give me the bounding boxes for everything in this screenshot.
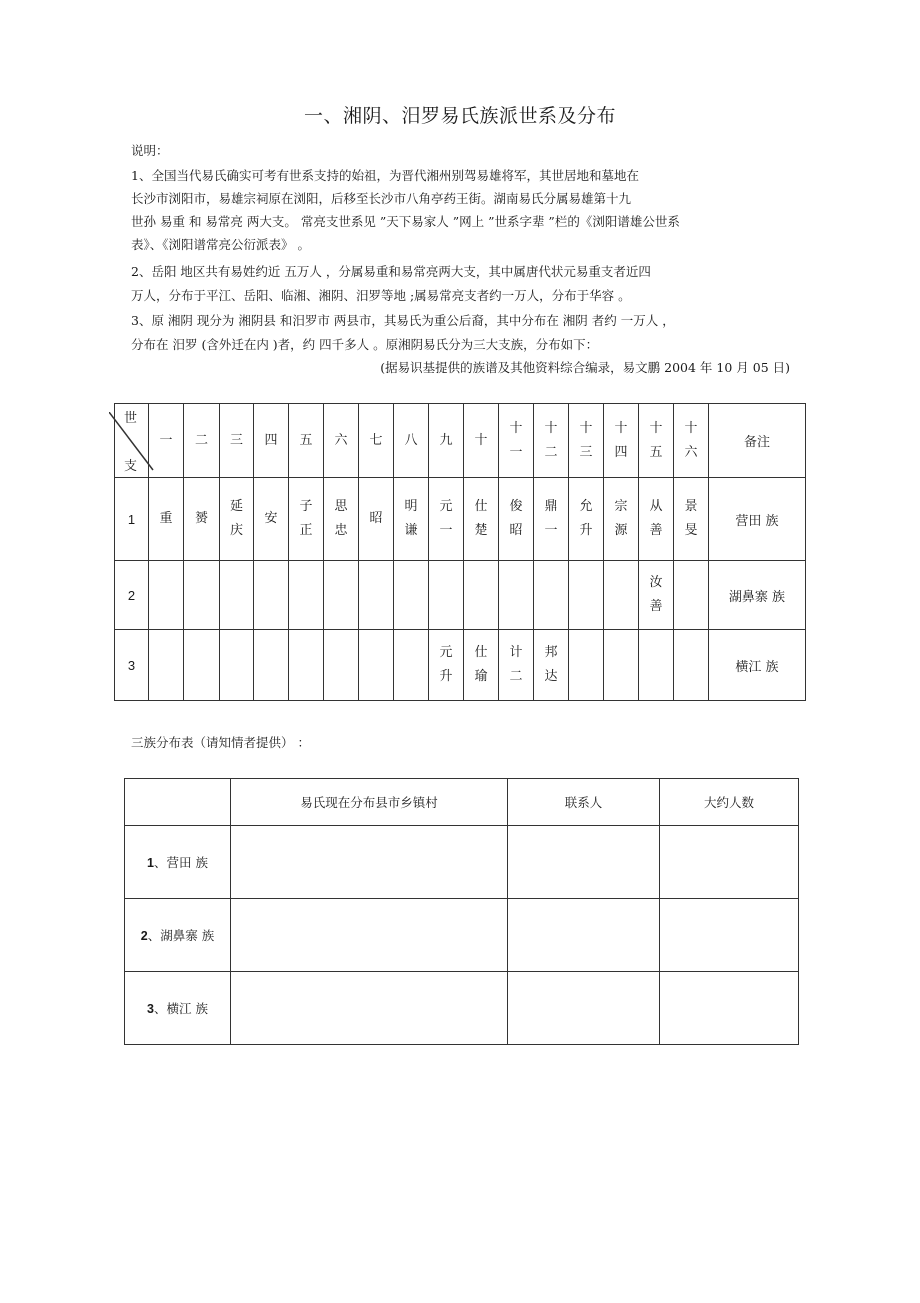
corner-cell xyxy=(115,404,149,478)
header-cell: 易氏现在分布县市乡镇村 xyxy=(231,779,508,826)
ancestor-name-cell xyxy=(569,561,604,630)
ancestor-name-cell xyxy=(220,561,254,630)
intro-label: 说明： xyxy=(131,143,169,158)
ancestor-name-cell xyxy=(639,561,674,630)
ancestor-name-cell xyxy=(534,630,569,701)
location-cell[interactable] xyxy=(231,826,508,899)
ancestor-name: 汝善 xyxy=(649,575,663,614)
generation-label: 四 xyxy=(264,432,278,448)
distribution-heading: 三族分布表（请知情者提供） ： xyxy=(131,735,310,750)
ancestor-name-cell xyxy=(184,478,220,561)
paragraph-line: 表》、《浏阳谱常亮公衍派表》 。 xyxy=(131,237,310,252)
ancestor-name-cell xyxy=(324,478,359,561)
table-row xyxy=(115,478,806,561)
ancestor-name: 从善 xyxy=(649,499,663,538)
ancestor-name-cell xyxy=(639,478,674,561)
clan-name: 、横江 族 xyxy=(153,1001,208,1016)
ancestor-name-cell xyxy=(324,630,359,701)
remark-cell: 横江 族 xyxy=(709,630,806,701)
ancestor-name-cell xyxy=(359,478,394,561)
generation-label: 一 xyxy=(159,432,173,448)
ancestor-name-cell xyxy=(324,561,359,630)
generation-label: 八 xyxy=(404,432,418,448)
header-cell xyxy=(125,779,231,826)
ancestor-name-cell xyxy=(499,630,534,701)
generation-header-cell xyxy=(499,404,534,478)
ancestor-name-cell xyxy=(184,630,220,701)
clan-number: 1 xyxy=(147,856,154,870)
generation-label: 五 xyxy=(299,432,313,448)
ancestor-name-cell xyxy=(604,630,639,701)
ancestor-name: 鼎一 xyxy=(544,499,558,538)
generation-header-cell xyxy=(359,404,394,478)
generation-label: 九 xyxy=(439,432,453,448)
ancestor-name: 景旻 xyxy=(684,499,698,538)
ancestor-name: 俊昭 xyxy=(509,499,523,538)
generation-label: 十五 xyxy=(649,420,663,460)
ancestor-name: 重 xyxy=(159,511,173,526)
ancestor-name: 仕瑜 xyxy=(474,645,488,684)
population-cell[interactable] xyxy=(660,972,799,1045)
ancestor-name-cell xyxy=(569,630,604,701)
paragraph-line: 1、全国当代易氏确实可考有世系支持的始祖，为晋代湘州别驾易雄将军，其世居地和墓地在 xyxy=(131,168,639,183)
ancestor-name-cell xyxy=(289,561,324,630)
ancestor-name-cell xyxy=(394,630,429,701)
clan-label-cell xyxy=(125,826,231,899)
generation-header-row xyxy=(115,404,806,478)
generation-header-cell xyxy=(220,404,254,478)
contact-cell[interactable] xyxy=(508,899,660,972)
ancestor-name: 子正 xyxy=(299,499,313,538)
ancestor-name-cell xyxy=(464,630,499,701)
clan-label-cell xyxy=(125,972,231,1045)
paragraph-line: 世孙 易重 和 易常亮 两大支。 常亮支世系见 ”天下易家人 ”网上 ”世系字辈 ”栏的《浏阳谱雄公世系 xyxy=(131,214,680,229)
generation-label: 七 xyxy=(369,432,383,448)
generation-header-cell xyxy=(464,404,499,478)
source-note: (据易识基提供的族谱及其他资料综合编录，易文鹏 2004 年 10 月 05 日) xyxy=(380,360,790,375)
ancestor-name-cell xyxy=(220,630,254,701)
ancestor-name-cell xyxy=(464,478,499,561)
generation-label: 十六 xyxy=(684,420,698,460)
contact-cell[interactable] xyxy=(508,826,660,899)
population-cell[interactable] xyxy=(660,826,799,899)
ancestor-name-cell xyxy=(604,561,639,630)
ancestor-name-cell xyxy=(394,561,429,630)
ancestor-name: 昭 xyxy=(369,511,383,526)
ancestor-name-cell xyxy=(534,561,569,630)
corner-generation-label: 世 xyxy=(124,411,138,426)
distribution-header-row xyxy=(125,779,799,826)
population-cell[interactable] xyxy=(660,899,799,972)
ancestor-name-cell xyxy=(149,561,184,630)
paragraph-line: 3、原 湘阴 现分为 湘阴县 和汨罗市 两县市，其易氏为重公后裔，其中分布在 湘阴 者约 一万人 ， xyxy=(131,313,675,328)
ancestor-name-cell xyxy=(149,630,184,701)
generation-label: 十一 xyxy=(509,420,523,460)
ancestor-name-cell xyxy=(674,630,709,701)
remark-header-cell: 备注 xyxy=(709,404,806,478)
ancestor-name-cell xyxy=(254,561,289,630)
paragraph-line: 分布在 汨罗 (含外迁在内 )者，约 四千多人 。原湘阴易氏分为三大支族，分布如下： xyxy=(131,337,599,352)
ancestor-name-cell xyxy=(394,478,429,561)
generation-header-cell xyxy=(534,404,569,478)
ancestor-name-cell xyxy=(254,630,289,701)
generation-label: 六 xyxy=(334,432,348,448)
corner-branch-label: 支 xyxy=(124,459,138,474)
generation-header-cell xyxy=(289,404,324,478)
clan-number: 2 xyxy=(140,929,148,943)
ancestor-name-cell xyxy=(254,478,289,561)
clan-number: 3 xyxy=(147,1002,154,1016)
table-row xyxy=(125,972,799,1045)
generation-label: 十二 xyxy=(544,420,558,460)
generation-header-cell xyxy=(639,404,674,478)
remark-cell: 湖鼻寨 族 xyxy=(709,561,806,630)
branch-number-cell: 2 xyxy=(115,561,149,630)
header-cell: 大约人数 xyxy=(660,779,799,826)
ancestor-name-cell xyxy=(674,561,709,630)
generation-header-cell xyxy=(604,404,639,478)
ancestor-name: 元升 xyxy=(439,645,453,684)
generation-table xyxy=(114,403,806,701)
ancestor-name: 赟 xyxy=(194,511,208,526)
ancestor-name-cell xyxy=(429,630,464,701)
ancestor-name-cell xyxy=(569,478,604,561)
branch-number-cell: 3 xyxy=(115,630,149,701)
ancestor-name-cell xyxy=(359,630,394,701)
clan-name: 、营田 族 xyxy=(153,855,208,870)
generation-header-cell xyxy=(429,404,464,478)
generation-header-cell xyxy=(254,404,289,478)
remark-cell: 营田 族 xyxy=(709,478,806,561)
table-row xyxy=(115,630,806,701)
generation-header-cell xyxy=(569,404,604,478)
ancestor-name: 宗源 xyxy=(614,499,628,538)
paragraph-line: 长沙市浏阳市，易雄宗祠原在浏阳，后移至长沙市八角亭药王街。湖南易氏分属易雄第十九 xyxy=(131,191,632,206)
table-row xyxy=(125,899,799,972)
location-cell[interactable] xyxy=(231,972,508,1045)
ancestor-name: 元一 xyxy=(439,499,453,538)
ancestor-name-cell xyxy=(220,478,254,561)
document-title: 一、湘阴、汨罗易氏族派世系及分布 xyxy=(303,105,616,127)
table-row xyxy=(125,826,799,899)
ancestor-name-cell xyxy=(674,478,709,561)
ancestor-name: 延庆 xyxy=(229,499,243,538)
contact-cell[interactable] xyxy=(508,972,660,1045)
branch-number-cell: 1 xyxy=(115,478,149,561)
ancestor-name-cell xyxy=(184,561,220,630)
ancestor-name-cell xyxy=(429,561,464,630)
ancestor-name-cell xyxy=(534,478,569,561)
generation-label: 三 xyxy=(229,432,243,448)
ancestor-name-cell xyxy=(499,561,534,630)
ancestor-name: 安 xyxy=(264,511,278,526)
ancestor-name-cell xyxy=(639,630,674,701)
generation-label: 二 xyxy=(194,432,208,448)
generation-header-cell xyxy=(394,404,429,478)
distribution-table xyxy=(124,778,799,1045)
clan-name: 、湖鼻寨 族 xyxy=(147,928,215,943)
table-row xyxy=(115,561,806,630)
ancestor-name-cell xyxy=(464,561,499,630)
header-cell: 联系人 xyxy=(508,779,660,826)
generation-header-cell xyxy=(324,404,359,478)
ancestor-name: 允升 xyxy=(579,499,593,538)
generation-label: 十四 xyxy=(614,420,628,460)
paragraph-line: 万人，分布于平江、岳阳、临湘、湘阴、汨罗等地 ;属易常亮支者约一万人，分布于华容 。 xyxy=(131,288,631,303)
clan-label-cell xyxy=(125,899,231,972)
ancestor-name-cell xyxy=(604,478,639,561)
generation-header-cell xyxy=(674,404,709,478)
ancestor-name-cell xyxy=(149,478,184,561)
generation-label: 十 xyxy=(474,432,488,448)
generation-label: 十三 xyxy=(579,420,593,460)
ancestor-name: 邦达 xyxy=(544,645,558,684)
generation-header-cell xyxy=(184,404,220,478)
ancestor-name-cell xyxy=(289,630,324,701)
ancestor-name: 思忠 xyxy=(334,499,348,538)
ancestor-name: 计二 xyxy=(509,645,523,684)
ancestor-name-cell xyxy=(359,561,394,630)
ancestor-name-cell xyxy=(499,478,534,561)
ancestor-name-cell xyxy=(429,478,464,561)
ancestor-name: 仕楚 xyxy=(474,499,488,538)
ancestor-name: 明谦 xyxy=(404,499,418,538)
paragraph-line: 2、岳阳 地区共有易姓约近 五万人 ，分属易重和易常亮两大支，其中属唐代状元易重支者近四 xyxy=(131,264,651,279)
location-cell[interactable] xyxy=(231,899,508,972)
ancestor-name-cell xyxy=(289,478,324,561)
